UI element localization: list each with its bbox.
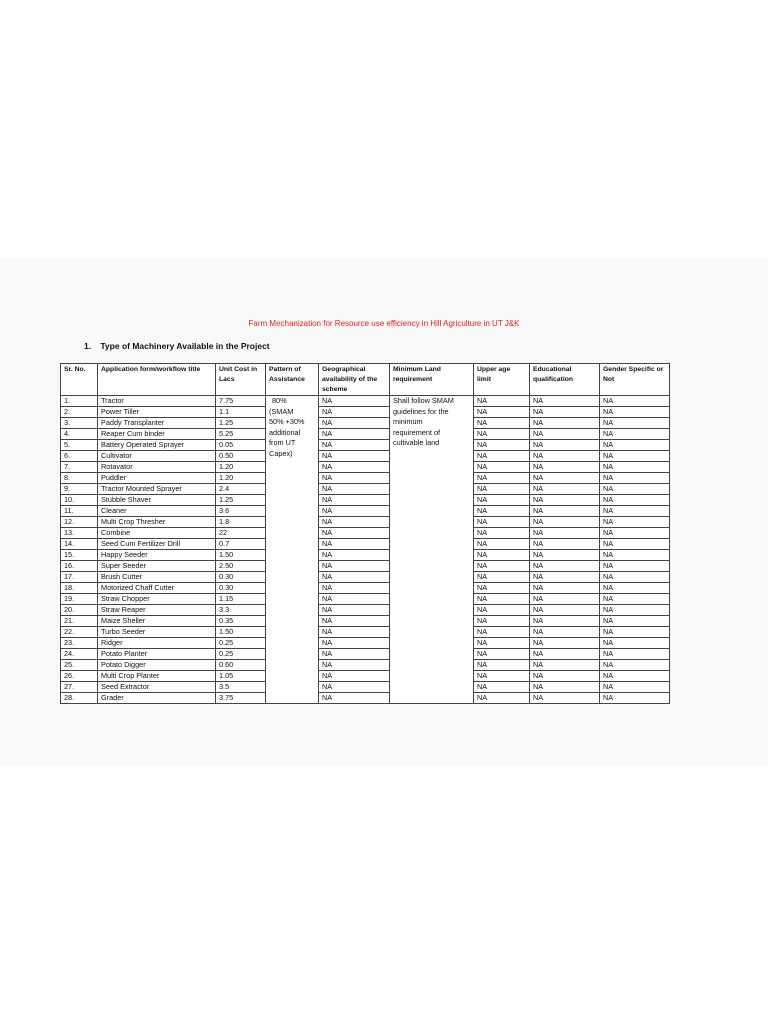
cell-edu: NA — [530, 561, 600, 572]
cell-age: NA — [474, 462, 530, 473]
cell-age: NA — [474, 682, 530, 693]
cell-age: NA — [474, 528, 530, 539]
cell-edu: NA — [530, 506, 600, 517]
cell-title: Straw Chopper — [98, 594, 216, 605]
cell-title: Reaper Cum binder — [98, 429, 216, 440]
cell-age: NA — [474, 506, 530, 517]
cell-gender: NA — [600, 462, 670, 473]
cell-age: NA — [474, 440, 530, 451]
document-title: Farm Mechanization for Resource use efficiency in Hill Agriculture in UT J&K — [248, 319, 520, 328]
cell-title: Grader — [98, 693, 216, 704]
cell-geo: NA — [319, 396, 390, 407]
cell-unit-cost: 0.30 — [216, 583, 266, 594]
cell-sr-no: 14. — [61, 539, 98, 550]
cell-title: Turbo Seeder — [98, 627, 216, 638]
cell-sr-no: 23. — [61, 638, 98, 649]
cell-age: NA — [474, 517, 530, 528]
cell-unit-cost: 0.25 — [216, 638, 266, 649]
table-row — [61, 583, 670, 594]
table-row — [61, 473, 670, 484]
header-unit-cost: Unit Cost in Lacs — [216, 364, 266, 396]
cell-age: NA — [474, 495, 530, 506]
cell-edu: NA — [530, 682, 600, 693]
table-row — [61, 506, 670, 517]
header-edu: Educational qualification — [530, 364, 600, 396]
cell-gender: NA — [600, 594, 670, 605]
cell-sr-no: 17. — [61, 572, 98, 583]
cell-title: Maize Sheller — [98, 616, 216, 627]
cell-gender: NA — [600, 396, 670, 407]
cell-unit-cost: 5.25 — [216, 429, 266, 440]
cell-unit-cost: 0.50 — [216, 451, 266, 462]
cell-gender: NA — [600, 660, 670, 671]
cell-gender: NA — [600, 682, 670, 693]
cell-gender: NA — [600, 484, 670, 495]
cell-unit-cost: 1.15 — [216, 594, 266, 605]
cell-edu: NA — [530, 418, 600, 429]
table-row — [61, 627, 670, 638]
cell-sr-no: 1. — [61, 396, 98, 407]
cell-gender: NA — [600, 451, 670, 462]
table-row — [61, 495, 670, 506]
cell-age: NA — [474, 396, 530, 407]
cell-edu: NA — [530, 605, 600, 616]
cell-age: NA — [474, 550, 530, 561]
table-row — [61, 550, 670, 561]
cell-title: Paddy Transplanter — [98, 418, 216, 429]
table-row — [61, 407, 670, 418]
cell-title: Tractor — [98, 396, 216, 407]
cell-unit-cost: 1.20 — [216, 473, 266, 484]
cell-title: Cultivator — [98, 451, 216, 462]
cell-edu: NA — [530, 451, 600, 462]
cell-age: NA — [474, 429, 530, 440]
table-row — [61, 660, 670, 671]
cell-gender: NA — [600, 473, 670, 484]
cell-gender: NA — [600, 429, 670, 440]
cell-edu: NA — [530, 528, 600, 539]
cell-unit-cost: 3.5 — [216, 682, 266, 693]
cell-geo: NA — [319, 572, 390, 583]
cell-edu: NA — [530, 407, 600, 418]
table-row — [61, 572, 670, 583]
cell-edu: NA — [530, 440, 600, 451]
cell-sr-no: 28. — [61, 693, 98, 704]
cell-sr-no: 8. — [61, 473, 98, 484]
cell-unit-cost: 1.25 — [216, 495, 266, 506]
table-row — [61, 462, 670, 473]
cell-title: Seed Cum Fertilizer Drill — [98, 539, 216, 550]
cell-edu: NA — [530, 594, 600, 605]
cell-unit-cost: 3.6 — [216, 506, 266, 517]
cell-edu: NA — [530, 429, 600, 440]
cell-title: Multi Crop Thresher — [98, 517, 216, 528]
cell-gender: NA — [600, 550, 670, 561]
table-row — [61, 528, 670, 539]
cell-sr-no: 27. — [61, 682, 98, 693]
machinery-table — [60, 363, 670, 704]
cell-title: Rotavator — [98, 462, 216, 473]
cell-edu: NA — [530, 660, 600, 671]
cell-age: NA — [474, 572, 530, 583]
cell-geo: NA — [319, 484, 390, 495]
cell-gender: NA — [600, 539, 670, 550]
cell-geo: NA — [319, 561, 390, 572]
cell-gender: NA — [600, 517, 670, 528]
cell-unit-cost: 3.75 — [216, 693, 266, 704]
cell-gender: NA — [600, 528, 670, 539]
cell-sr-no: 24. — [61, 649, 98, 660]
cell-gender: NA — [600, 407, 670, 418]
pattern-line: additional — [269, 427, 301, 437]
cell-edu: NA — [530, 495, 600, 506]
cell-unit-cost: 1.1 — [216, 407, 266, 418]
cell-sr-no: 13. — [61, 528, 98, 539]
cell-geo: NA — [319, 594, 390, 605]
table-row — [61, 594, 670, 605]
cell-geo: NA — [319, 517, 390, 528]
cell-sr-no: 19. — [61, 594, 98, 605]
table-row — [61, 539, 670, 550]
cell-sr-no: 18. — [61, 583, 98, 594]
cell-gender: NA — [600, 649, 670, 660]
cell-title: Ridger — [98, 638, 216, 649]
cell-unit-cost: 1.05 — [216, 671, 266, 682]
cell-geo: NA — [319, 671, 390, 682]
cell-age: NA — [474, 594, 530, 605]
cell-title: Combine — [98, 528, 216, 539]
cell-unit-cost: 1.50 — [216, 550, 266, 561]
cell-edu: NA — [530, 539, 600, 550]
cell-title: Straw Reaper — [98, 605, 216, 616]
pattern-line: from UT — [269, 438, 296, 447]
cell-title: Multi Crop Planter — [98, 671, 216, 682]
pattern-line: Capex) — [269, 448, 293, 458]
table-row — [61, 616, 670, 627]
cell-title: Power Tiller — [98, 407, 216, 418]
cell-sr-no: 11. — [61, 506, 98, 517]
cell-unit-cost: 3.3 — [216, 605, 266, 616]
cell-unit-cost: 7.75 — [216, 396, 266, 407]
table-row — [61, 484, 670, 495]
pattern-line: (SMAM — [269, 406, 294, 416]
cell-sr-no: 22. — [61, 627, 98, 638]
cell-geo: NA — [319, 583, 390, 594]
cell-unit-cost: 0.35 — [216, 616, 266, 627]
cell-geo: NA — [319, 616, 390, 627]
cell-sr-no: 26. — [61, 671, 98, 682]
cell-title: Potato Digger — [98, 660, 216, 671]
cell-age: NA — [474, 539, 530, 550]
cell-unit-cost: 0.7 — [216, 539, 266, 550]
cell-age: NA — [474, 484, 530, 495]
cell-age: NA — [474, 605, 530, 616]
cell-geo: NA — [319, 660, 390, 671]
min-land-line: requirement of — [393, 427, 441, 437]
cell-gender: NA — [600, 605, 670, 616]
cell-edu: NA — [530, 693, 600, 704]
cell-gender: NA — [600, 583, 670, 594]
cell-sr-no: 15. — [61, 550, 98, 561]
cell-sr-no: 25. — [61, 660, 98, 671]
header-application: Application form/workflow title — [98, 364, 216, 396]
cell-age: NA — [474, 473, 530, 484]
cell-gender: NA — [600, 495, 670, 506]
cell-age: NA — [474, 561, 530, 572]
cell-edu: NA — [530, 462, 600, 473]
table-row — [61, 561, 670, 572]
header-sr-no: Sr. No. — [61, 364, 98, 396]
cell-edu: NA — [530, 583, 600, 594]
cell-geo: NA — [319, 440, 390, 451]
cell-geo: NA — [319, 528, 390, 539]
cell-unit-cost: 2.4 — [216, 484, 266, 495]
min-land-line: Shall follow SMAM — [393, 396, 454, 405]
cell-unit-cost: 0.25 — [216, 649, 266, 660]
cell-sr-no: 21. — [61, 616, 98, 627]
header-pattern: Pattern of Assistance — [266, 364, 319, 396]
cell-unit-cost: 0.05 — [216, 440, 266, 451]
cell-sr-no: 5. — [61, 440, 98, 451]
pattern-line: 50% +30% — [269, 417, 305, 426]
cell-edu: NA — [530, 550, 600, 561]
cell-edu: NA — [530, 572, 600, 583]
cell-edu: NA — [530, 517, 600, 528]
cell-sr-no: 2. — [61, 407, 98, 418]
cell-age: NA — [474, 649, 530, 660]
cell-geo: NA — [319, 627, 390, 638]
table-row — [61, 649, 670, 660]
cell-gender: NA — [600, 616, 670, 627]
cell-title: Puddler — [98, 473, 216, 484]
cell-age: NA — [474, 671, 530, 682]
table-row — [61, 682, 670, 693]
cell-title: Brush Cutter — [98, 572, 216, 583]
cell-age: NA — [474, 638, 530, 649]
table-row — [61, 671, 670, 682]
cell-title: Happy Seeder — [98, 550, 216, 561]
cell-title: Super Seeder — [98, 561, 216, 572]
pattern-line: 80% — [272, 396, 287, 405]
cell-title: Cleaner — [98, 506, 216, 517]
cell-age: NA — [474, 693, 530, 704]
cell-gender: NA — [600, 693, 670, 704]
cell-edu: NA — [530, 638, 600, 649]
table-row — [61, 451, 670, 462]
cell-edu: NA — [530, 627, 600, 638]
cell-unit-cost: 1.25 — [216, 418, 266, 429]
cell-age: NA — [474, 418, 530, 429]
table-row — [61, 440, 670, 451]
cell-unit-cost: 1.50 — [216, 627, 266, 638]
cell-title: Potato Planter — [98, 649, 216, 660]
cell-age: NA — [474, 660, 530, 671]
cell-age: NA — [474, 583, 530, 594]
cell-unit-cost: 0.60 — [216, 660, 266, 671]
cell-unit-cost: 1.8 — [216, 517, 266, 528]
table-row — [61, 605, 670, 616]
cell-geo: NA — [319, 506, 390, 517]
cell-pattern-of-assistance — [266, 396, 319, 704]
cell-edu: NA — [530, 396, 600, 407]
section-number: 1. — [84, 341, 92, 351]
cell-geo: NA — [319, 462, 390, 473]
cell-gender: NA — [600, 572, 670, 583]
table-row — [61, 638, 670, 649]
cell-age: NA — [474, 627, 530, 638]
min-land-line: guidelines for the — [393, 406, 449, 416]
cell-gender: NA — [600, 440, 670, 451]
cell-geo: NA — [319, 495, 390, 506]
table-row — [61, 396, 670, 407]
cell-geo: NA — [319, 418, 390, 429]
cell-geo: NA — [319, 682, 390, 693]
cell-sr-no: 12. — [61, 517, 98, 528]
min-land-line: cultivable land — [393, 438, 440, 447]
table-row — [61, 693, 670, 704]
cell-minimum-land — [390, 396, 474, 704]
section-heading — [84, 341, 270, 351]
cell-sr-no: 9. — [61, 484, 98, 495]
cell-geo: NA — [319, 407, 390, 418]
cell-sr-no: 10. — [61, 495, 98, 506]
cell-geo: NA — [319, 550, 390, 561]
cell-geo: NA — [319, 539, 390, 550]
cell-title: Stubble Shaver — [98, 495, 216, 506]
cell-age: NA — [474, 407, 530, 418]
cell-gender: NA — [600, 506, 670, 517]
cell-sr-no: 4. — [61, 429, 98, 440]
cell-geo: NA — [319, 429, 390, 440]
cell-sr-no: 7. — [61, 462, 98, 473]
cell-gender: NA — [600, 627, 670, 638]
header-min-land: Minimum Land requirement — [390, 364, 474, 396]
cell-title: Motorized Chaff Cutter — [98, 583, 216, 594]
table-header-row — [61, 364, 670, 396]
min-land-line: minimum — [393, 417, 423, 426]
cell-title: Seed Extractor — [98, 682, 216, 693]
table-body — [61, 396, 670, 704]
cell-geo: NA — [319, 605, 390, 616]
cell-edu: NA — [530, 616, 600, 627]
cell-age: NA — [474, 616, 530, 627]
section-title: Type of Machinery Available in the Project — [100, 341, 270, 351]
cell-unit-cost: 2.50 — [216, 561, 266, 572]
table-row — [61, 517, 670, 528]
cell-edu: NA — [530, 671, 600, 682]
cell-geo: NA — [319, 649, 390, 660]
cell-edu: NA — [530, 484, 600, 495]
cell-sr-no: 16. — [61, 561, 98, 572]
cell-gender: NA — [600, 638, 670, 649]
cell-geo: NA — [319, 451, 390, 462]
cell-geo: NA — [319, 473, 390, 484]
header-gender: Gender Specific or Not — [600, 364, 670, 396]
cell-gender: NA — [600, 671, 670, 682]
cell-edu: NA — [530, 473, 600, 484]
cell-geo: NA — [319, 693, 390, 704]
cell-sr-no: 6. — [61, 451, 98, 462]
header-geo: Geographical availability of the scheme — [319, 364, 390, 396]
cell-geo: NA — [319, 638, 390, 649]
cell-gender: NA — [600, 418, 670, 429]
cell-title: Tractor Mounted Sprayer — [98, 484, 216, 495]
cell-unit-cost: 1.20 — [216, 462, 266, 473]
cell-unit-cost: 22 — [216, 528, 266, 539]
cell-sr-no: 20. — [61, 605, 98, 616]
cell-sr-no: 3. — [61, 418, 98, 429]
cell-unit-cost: 0.30 — [216, 572, 266, 583]
cell-gender: NA — [600, 561, 670, 572]
cell-age: NA — [474, 451, 530, 462]
table-row — [61, 429, 670, 440]
cell-title: Battery Operated Sprayer — [98, 440, 216, 451]
table-row — [61, 418, 670, 429]
header-age: Upper age limit — [474, 364, 530, 396]
cell-edu: NA — [530, 649, 600, 660]
